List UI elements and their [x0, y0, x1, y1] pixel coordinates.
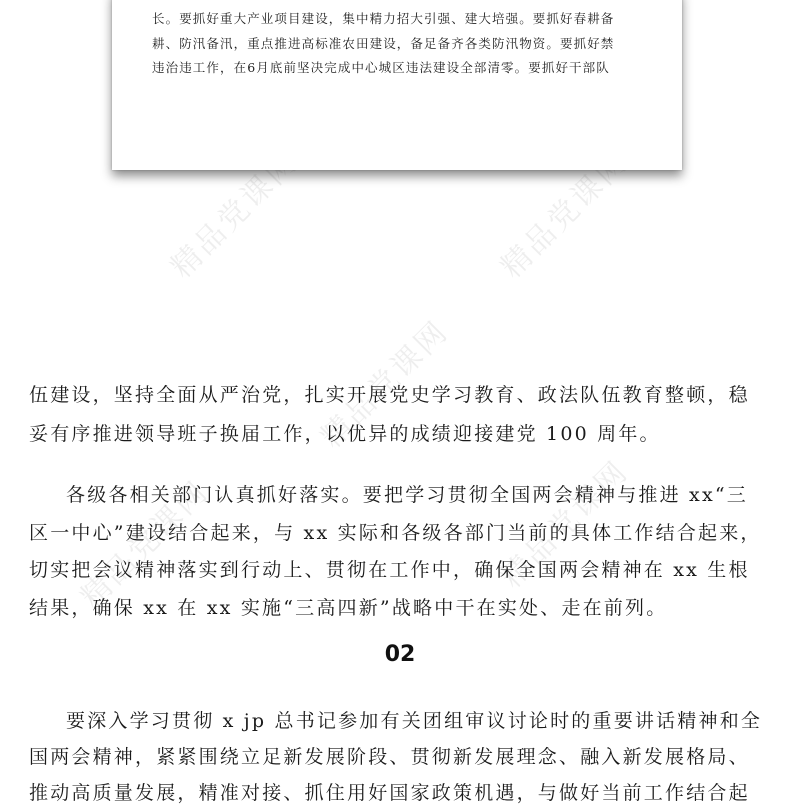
document-preview-card: [112, 0, 682, 170]
watermark: 精品党课网: [494, 143, 636, 286]
paragraph-line: 区一中心”建设结合起来，与 xx 实际和各级各部门当前的具体工作结合起来，: [29, 522, 762, 544]
paragraph-line: 切实把会议精神落实到行动上、贯彻在工作中，确保全国两会精神在 xx 生根: [29, 559, 750, 581]
paragraph-line: 国两会精神，紧紧围绕立足新发展阶段、贯彻新发展理念、融入新发展格局、: [29, 746, 750, 768]
watermark: 精品党课网: [164, 143, 306, 286]
watermark: 精品党课网: [494, 453, 636, 596]
card-text-line: 耕、防汛备汛，重点推进高标准农田建设，备足备齐各类防汛物资。要抓好禁: [152, 36, 615, 51]
watermark: 精品党课网: [314, 313, 456, 456]
paragraph-line: 要深入学习贯彻 x jp 总书记参加有关团组审议讨论时的重要讲话精神和全: [66, 710, 763, 732]
paragraph-line: 妥有序推进领导班子换届工作，以优异的成绩迎接建党 100 周年。: [29, 423, 661, 445]
watermark: 精品党课网: [74, 473, 216, 616]
paragraph-line: 伍建设，坚持全面从严治党，扎实开展党史学习教育、政法队伍教育整顿，稳: [29, 384, 750, 406]
card-text-line: 长。要抓好重大产业项目建设，集中精力招大引强、建大培强。要抓好春耕备: [152, 11, 615, 26]
card-text-line: 违治违工作，在6月底前坚决完成中心城区违法建设全部清零。要抓好干部队: [152, 60, 610, 75]
paragraph-line: 结果，确保 xx 在 xx 实施“三高四新”战略中干在实处、走在前列。: [29, 597, 668, 619]
paragraph-line: 各级各相关部门认真抓好落实。要把学习贯彻全国两会精神与推进 xx“三: [66, 484, 748, 506]
paragraph-line: 推动高质量发展，精准对接、抓住用好国家政策机遇，与做好当前工作结合起: [29, 782, 750, 804]
section-number: 02: [384, 642, 416, 667]
